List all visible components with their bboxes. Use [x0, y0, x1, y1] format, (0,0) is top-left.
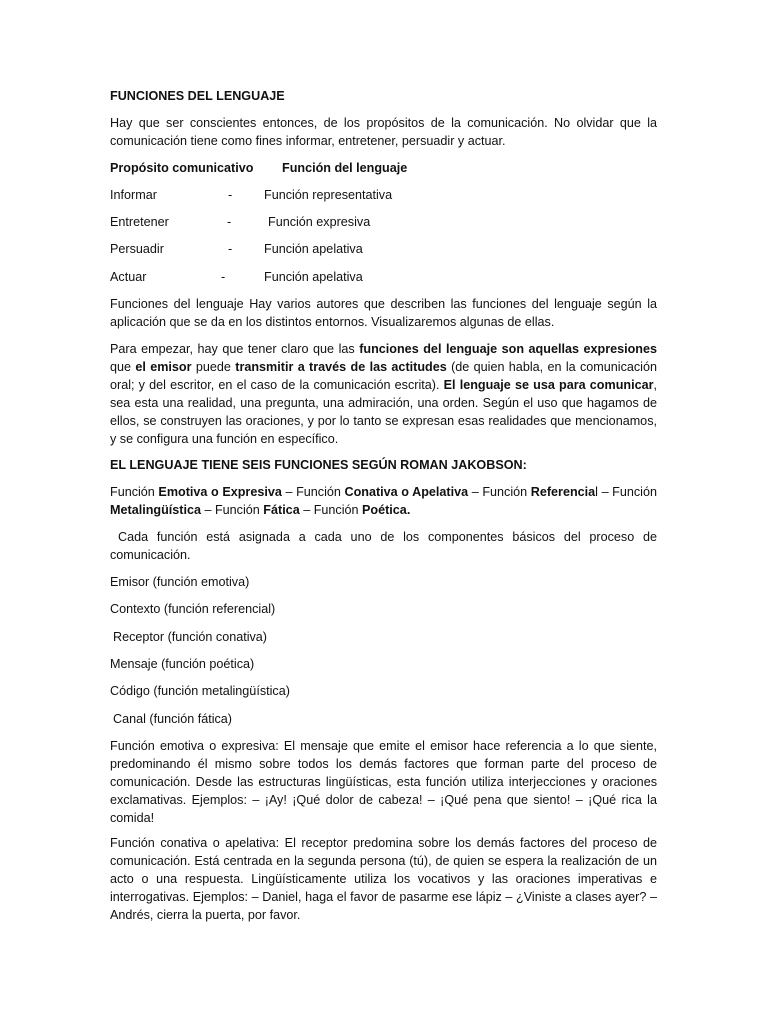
- start-paragraph: Para empezar, hay que tener claro que las funciones del lenguaje son aquellas expresiones que el emisor puede transmitir a través de las actitudes (de quien habla, en la comunicación oral; y del escritor, en el caso de la comunicación escrita). El lenguaje se usa para comunicar, sea esta una realidad, una pregunta, una admiración, una orden. Según el uso que hagamos de ellos, se construyen las oraciones, y por lo tanto se expresan esas realidades que mencionamos, y se configura una función en específico.: [110, 342, 658, 446]
- table-header-purpose: Propósito comunicativo: [110, 161, 254, 175]
- document-title: FUNCIONES DEL LENGUAJE: [110, 89, 285, 103]
- functions-list-paragraph: Función Emotiva o Expresiva – Función Conativa o Apelativa – Función Referencial – Función Metalingüística – Función Fática – Función Poética.: [110, 485, 657, 517]
- jakobson-heading: EL LENGUAJE TIENE SEIS FUNCIONES SEGÚN ROMAN JAKOBSON:: [110, 458, 527, 472]
- table-row: [110, 268, 657, 286]
- row-function: Función representativa: [264, 188, 393, 202]
- component-item: Canal (función fática): [113, 712, 233, 726]
- conativa-paragraph: Función conativa o apelativa: El receptor predomina sobre los demás factores del proceso de comunicación. Está centrada en la segunda persona (tú), de quien se espera la realización de un acto o una respuesta. Lingüísticamente utiliza los vocativos y las oraciones imperativas e interrogativas. Ejemplos: – Daniel, haga el favor de pasarme ese lápiz – ¿Viniste a clases ayer? – Andrés, cierra la puerta, por favor.: [110, 836, 657, 922]
- row-dash: -: [227, 215, 232, 229]
- table-row: [110, 186, 657, 204]
- row-dash: -: [221, 270, 226, 284]
- row-purpose: Informar: [110, 188, 157, 202]
- row-dash: -: [228, 188, 233, 202]
- component-item: Receptor (función conativa): [113, 630, 268, 644]
- row-purpose: Persuadir: [110, 242, 164, 256]
- component-item: Código (función metalingüística): [110, 684, 290, 698]
- component-item: Mensaje (función poética): [110, 657, 255, 671]
- row-function: Función apelativa: [264, 270, 363, 284]
- table-header-function: Función del lenguaje: [282, 161, 408, 175]
- authors-paragraph: Funciones del lenguaje Hay varios autores que describen las funciones del lenguaje según la aplicación que se da en los distintos entornos. Visualizaremos algunas de ellas.: [110, 297, 657, 329]
- table-header: [110, 159, 657, 177]
- table-row: [110, 213, 657, 231]
- component-item: Contexto (función referencial): [110, 602, 276, 616]
- row-purpose: Entretener: [110, 215, 169, 229]
- component-item: Emisor (función emotiva): [110, 575, 250, 589]
- row-purpose: Actuar: [110, 270, 147, 284]
- row-function: Función expresiva: [268, 215, 371, 229]
- assigned-paragraph: Cada función está asignada a cada uno de los componentes básicos del proceso de comunicación.: [110, 530, 657, 562]
- table-row: [110, 240, 657, 258]
- row-dash: -: [228, 242, 233, 256]
- row-function: Función apelativa: [264, 242, 363, 256]
- intro-paragraph: Hay que ser conscientes entonces, de los propósitos de la comunicación. No olvidar que la comunicación tiene como fines informar, entretener, persuadir y actuar.: [110, 116, 657, 148]
- emotiva-paragraph: Función emotiva o expresiva: El mensaje que emite el emisor hace referencia a lo que siente, predominando él mismo sobre todos los demás factores que forman parte del proceso de comunicación. Desde las estructuras lingüísticas, esta función utiliza interjecciones y oraciones exclamativas. Ejemplos: – ¡Ay! ¡Qué dolor de cabeza! – ¡Qué pena que siento! – ¡Qué rica la comida!: [110, 739, 657, 825]
